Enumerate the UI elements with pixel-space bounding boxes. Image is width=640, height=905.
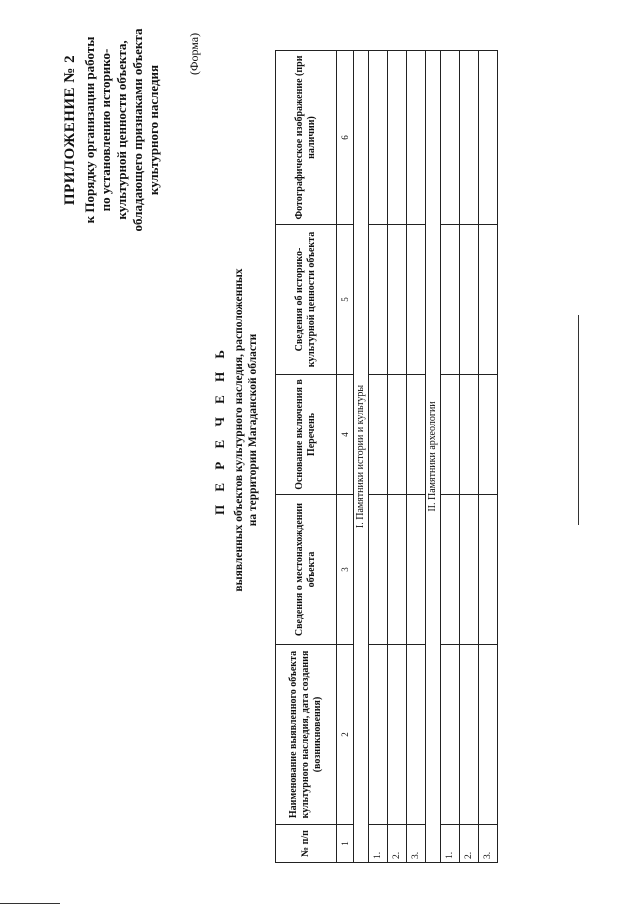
table-row — [388, 51, 407, 863]
table-cell — [388, 51, 407, 225]
section-title: I. Памятники истории и культуры — [354, 51, 369, 863]
appendix-line: к Порядку организации работы — [82, 36, 97, 224]
section-row — [426, 51, 441, 863]
column-number: 3 — [337, 495, 354, 645]
header-cell-number: № п/п — [276, 825, 337, 863]
column-number-row — [337, 51, 354, 863]
row-number: 3. — [407, 825, 426, 863]
table-header-row — [276, 51, 337, 863]
column-number: 2 — [337, 645, 354, 825]
appendix-line: обладающего признаками объекта — [130, 28, 145, 232]
table-cell — [388, 645, 407, 825]
table-cell — [479, 645, 498, 825]
table-cell — [369, 495, 388, 645]
table-cell — [369, 375, 388, 495]
row-number: 2. — [460, 825, 479, 863]
column-number: 4 — [337, 375, 354, 495]
table-cell — [407, 375, 426, 495]
document-subtitle-line-1: выявленных объектов культурного наследия, расположенных — [233, 268, 245, 592]
header-cell-location: Сведения о местонахождении объекта — [276, 495, 337, 645]
form-note: (Форма) — [187, 32, 201, 75]
row-number: 2. — [388, 825, 407, 863]
table-row — [407, 51, 426, 863]
table-row — [441, 51, 460, 863]
table-cell — [460, 225, 479, 375]
document-heading — [212, 200, 260, 660]
table-cell — [460, 51, 479, 225]
table-cell — [369, 225, 388, 375]
appendix-block — [62, 10, 162, 250]
page-edge-line — [0, 903, 60, 904]
table-row — [369, 51, 388, 863]
table-cell — [460, 495, 479, 645]
row-number: 1. — [369, 825, 388, 863]
column-number: 5 — [337, 225, 354, 375]
table-cell — [441, 225, 460, 375]
table-cell — [441, 375, 460, 495]
table-cell — [407, 51, 426, 225]
row-number: 3. — [479, 825, 498, 863]
table-cell — [479, 495, 498, 645]
table-cell — [388, 375, 407, 495]
column-number: 1 — [337, 825, 354, 863]
table-cell — [460, 375, 479, 495]
table-cell — [441, 51, 460, 225]
table-cell — [441, 495, 460, 645]
table-cell — [407, 225, 426, 375]
table-cell — [479, 375, 498, 495]
appendix-line: по установлению историко- — [98, 48, 113, 212]
table-cell — [479, 51, 498, 225]
table-cell — [407, 495, 426, 645]
section-title: II. Памятники археологии — [426, 51, 441, 863]
table-row — [479, 51, 498, 863]
table-cell — [479, 225, 498, 375]
table-cell — [369, 645, 388, 825]
header-cell-basis: Основание включения в Перечень — [276, 375, 337, 495]
header-cell-photo: Фотографическое изображение (при наличии) — [276, 51, 337, 225]
document-title: П Е Р Е Ч Е Н Ь — [212, 344, 227, 516]
objects-table — [275, 50, 498, 863]
table-cell — [388, 225, 407, 375]
appendix-number: ПРИЛОЖЕНИЕ № 2 — [62, 54, 78, 206]
table-cell — [388, 495, 407, 645]
table-row — [460, 51, 479, 863]
header-cell-name: Наименование выявленного объекта культурного наследия, дата создания (возникновения) — [276, 645, 337, 825]
footer-divider — [578, 315, 579, 525]
section-row — [354, 51, 369, 863]
appendix-line: культурного наследия — [146, 64, 161, 196]
table-cell — [369, 51, 388, 225]
column-number: 6 — [337, 51, 354, 225]
table-cell — [441, 645, 460, 825]
row-number: 1. — [441, 825, 460, 863]
table-cell — [407, 645, 426, 825]
document-subtitle-line-2: на территории Магаданской области — [247, 333, 259, 527]
table-cell — [460, 645, 479, 825]
header-cell-value: Сведения об историко-культурной ценности объекта — [276, 225, 337, 375]
appendix-line: культурной ценности объекта, — [114, 40, 129, 220]
